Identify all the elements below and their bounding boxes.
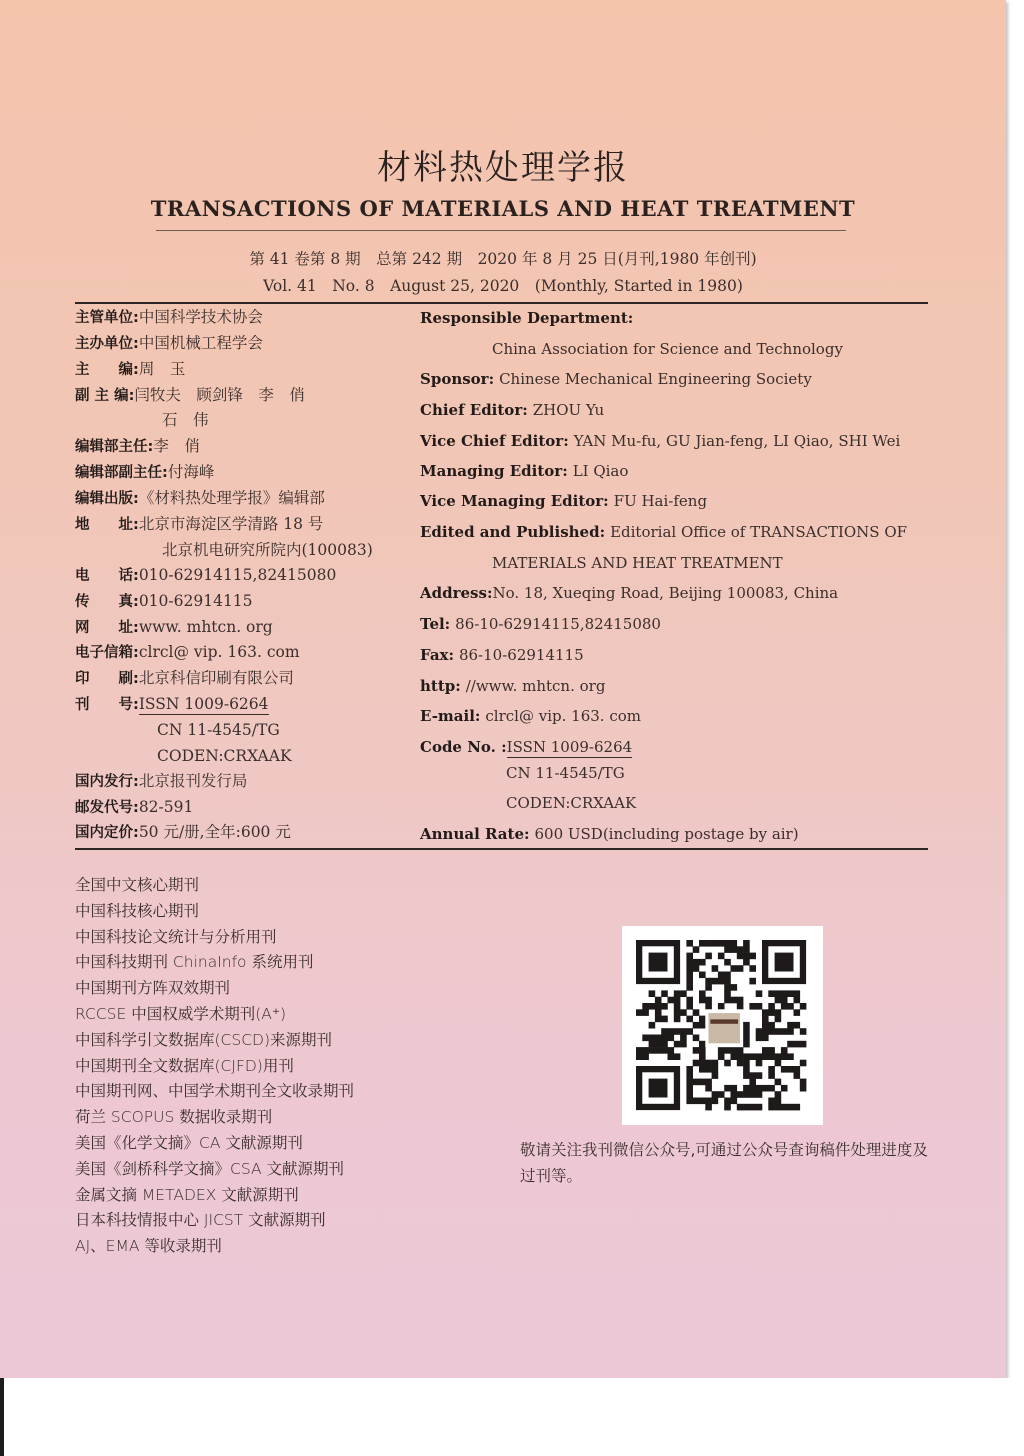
en-fax-value: 86-10-62914115 xyxy=(458,646,584,664)
printer-value: 北京科信印刷有限公司 xyxy=(138,669,294,687)
email-label: 电子信箱: xyxy=(75,645,139,661)
sponsor-label: 主办单位: xyxy=(75,336,139,352)
indexing-item: 中国期刊网、中国学术期刊全文收录期刊 xyxy=(75,1082,355,1101)
en-vice-chief-row xyxy=(420,431,900,451)
vice-director-value: 付海峰 xyxy=(167,463,215,481)
chief-editor-row xyxy=(75,359,185,380)
en-edited-label: Edited and Published: xyxy=(420,523,606,541)
en-vice-managing-row xyxy=(420,491,707,511)
distribution-row xyxy=(75,771,247,792)
en-address-label: Address: xyxy=(420,584,493,602)
en-vice-chief-label: Vice Chief Editor: xyxy=(420,432,569,450)
coden-value: CODEN:CRXAAK xyxy=(157,747,292,765)
indexing-item: 金属文摘 METADEX 文献源期刊 xyxy=(75,1185,299,1204)
vice-director-row xyxy=(75,462,214,483)
en-managing-label: Managing Editor: xyxy=(420,462,568,480)
chief-editor-label: 主 编: xyxy=(75,362,139,378)
supervisor-label: 主管单位: xyxy=(75,310,139,326)
en-vice-chief-value: YAN Mu-fu, GU Jian-feng, LI Qiao, SHI Wei xyxy=(573,432,901,450)
en-tel-row xyxy=(420,614,661,634)
masthead-top-rule xyxy=(75,302,928,304)
en-address-value: No. 18, Xueqing Road, Beijing 100083, China xyxy=(492,584,839,602)
price-row xyxy=(75,822,291,843)
scan-edge xyxy=(0,1378,4,1456)
distribution-value: 北京报刊发行局 xyxy=(138,772,248,790)
en-coden-row xyxy=(506,793,636,813)
distribution-label: 国内发行: xyxy=(75,774,139,790)
indexing-item: 中国期刊全文数据库(CJFD)用刊 xyxy=(75,1056,294,1075)
indexing-item: 荷兰 SCOPUS 数据收录期刊 xyxy=(75,1108,273,1127)
qr-code-graphic xyxy=(622,926,823,1125)
en-cn-row xyxy=(506,763,625,783)
journal-title-chinese: 材料热处理学报 xyxy=(377,148,629,188)
cn-row xyxy=(157,720,280,740)
postal-code-row xyxy=(75,797,193,818)
en-vice-managing-label: Vice Managing Editor: xyxy=(420,492,609,510)
en-chief-label: Chief Editor: xyxy=(420,401,528,419)
en-fax-row xyxy=(420,645,584,665)
indexing-item: 全国中文核心期刊 xyxy=(75,876,200,894)
en-sponsor-label: Sponsor: xyxy=(420,370,495,388)
en-cn-value: CN 11-4545/TG xyxy=(506,764,625,782)
en-managing-value: LI Qiao xyxy=(572,462,629,480)
vice-chief-value: 闫牧夫 顾剑锋 李 俏 xyxy=(134,386,305,404)
vice-director-label: 编辑部副主任: xyxy=(75,465,168,481)
email-value: clrcl@ vip. 163. com xyxy=(138,643,300,661)
vice-chief-row xyxy=(75,385,305,406)
address-value-2: 北京机电研究所院内(100083) xyxy=(162,541,373,559)
printer-label: 印 刷: xyxy=(75,671,139,687)
masthead-bottom-rule xyxy=(75,848,928,850)
fax-row xyxy=(75,591,253,612)
journal-title-english: TRANSACTIONS OF MATERIALS AND HEAT TREATMENT xyxy=(150,196,856,221)
wechat-qr-code-icon xyxy=(622,926,823,1125)
issn-row xyxy=(75,694,269,715)
indexing-item: 中国科技核心期刊 xyxy=(75,901,200,920)
tel-row xyxy=(75,565,336,586)
web-row xyxy=(75,617,273,638)
chief-editor-value: 周 玉 xyxy=(138,360,186,378)
vice-chief-label: 副 主 编: xyxy=(75,388,135,404)
en-coden-value: CODEN:CRXAAK xyxy=(506,794,637,812)
printer-row xyxy=(75,668,294,689)
publisher-value: 《材料热处理学报》编辑部 xyxy=(138,489,325,507)
en-http-label: http: xyxy=(420,677,461,695)
sponsor-value: 中国机械工程学会 xyxy=(138,334,263,352)
cn-value: CN 11-4545/TG xyxy=(157,721,280,739)
en-rate-label: Annual Rate: xyxy=(420,825,530,843)
postal-code-label: 邮发代号: xyxy=(75,800,139,816)
en-vice-managing-value: FU Hai-feng xyxy=(613,492,708,510)
address-value: 北京市海淀区学清路 18 号 xyxy=(138,515,324,533)
en-http-row xyxy=(420,676,605,696)
coden-row xyxy=(157,746,292,766)
title-divider xyxy=(156,230,846,231)
price-value: 50 元/册,全年:600 元 xyxy=(138,823,291,841)
en-rate-value: 600 USD(including postage by air) xyxy=(534,825,799,843)
web-value: www. mhtcn. org xyxy=(138,618,273,636)
indexing-item: AJ、EMA 等收录期刊 xyxy=(75,1237,222,1256)
en-edited-value-2: MATERIALS AND HEAT TREATMENT xyxy=(492,554,783,572)
postal-code-value: 82-591 xyxy=(138,798,194,816)
tel-value: 010-62914115,82415080 xyxy=(138,566,337,584)
resp-dept-label: Responsible Department: xyxy=(420,309,634,327)
indexing-item: 日本科技情报中心 JICST 文献源期刊 xyxy=(75,1211,326,1230)
en-edited-row xyxy=(420,522,907,542)
publisher-row xyxy=(75,488,325,509)
en-tel-label: Tel: xyxy=(420,615,451,633)
indexing-item: RCCSE 中国权威学术期刊(A⁺) xyxy=(75,1005,287,1023)
issue-info-english: Vol. 41 No. 8 August 25, 2020 (Monthly, Started in 1980) xyxy=(263,277,743,295)
sponsor-row xyxy=(75,333,263,354)
fax-value: 010-62914115 xyxy=(138,592,253,610)
address-row xyxy=(75,514,323,535)
en-edited-value: Editorial Office of TRANSACTIONS OF xyxy=(610,523,908,541)
en-chief-value: ZHOU Yu xyxy=(532,401,605,419)
price-label: 国内定价: xyxy=(75,825,139,841)
director-value: 李 俏 xyxy=(153,437,200,455)
resp-dept-value-row xyxy=(492,339,843,359)
scan-margin xyxy=(0,1378,1024,1456)
director-row xyxy=(75,436,200,457)
indexing-item: 美国《剑桥科学文摘》CSA 文献源期刊 xyxy=(75,1159,344,1178)
indexing-item: 美国《化学文摘》CA 文献源期刊 xyxy=(75,1134,303,1152)
en-tel-value: 86-10-62914115,82415080 xyxy=(455,615,661,633)
en-sponsor-value: Chinese Mechanical Engineering Society xyxy=(499,370,812,388)
en-code-label: Code No. : xyxy=(420,738,507,756)
en-fax-label: Fax: xyxy=(420,646,455,664)
en-issn-value: ISSN 1009-6264 xyxy=(506,738,633,756)
address-label: 地 址: xyxy=(75,517,139,533)
supervisor-row xyxy=(75,307,263,328)
en-address-row xyxy=(420,583,838,603)
en-sponsor-row xyxy=(420,369,812,389)
en-edited-row-2 xyxy=(492,553,783,573)
indexing-item: 中国期刊方阵双效期刊 xyxy=(75,979,231,998)
issn-label: 刊 号: xyxy=(75,697,139,713)
resp-dept-value: China Association for Science and Technology xyxy=(492,340,843,358)
en-chief-row xyxy=(420,400,604,420)
web-label: 网 址: xyxy=(75,620,139,636)
vice-chief-value-2: 石 伟 xyxy=(162,411,209,429)
issue-info-chinese: 第 41 卷第 8 期 总第 242 期 2020 年 8 月 25 日(月刊,1980 年创刊) xyxy=(249,250,757,268)
address-row-2 xyxy=(162,540,373,560)
indexing-item: 中国科技期刊 ChinaInfo 系统用刊 xyxy=(75,953,314,972)
en-rate-row xyxy=(420,824,799,844)
resp-dept-row xyxy=(420,308,633,328)
en-http-value: //www. mhtcn. org xyxy=(465,677,606,695)
tel-label: 电 话: xyxy=(75,568,139,584)
fax-label: 传 真: xyxy=(75,594,139,610)
director-label: 编辑部主任: xyxy=(75,439,154,455)
vice-chief-row-2 xyxy=(162,410,209,430)
indexing-item: 中国科技论文统计与分析用刊 xyxy=(75,927,277,946)
qr-code-caption: 敬请关注我刊微信公众号,可通过公众号查询稿件处理进度及过刊等。 xyxy=(520,1141,928,1185)
indexing-item: 中国科学引文数据库(CSCD)来源期刊 xyxy=(75,1030,333,1049)
en-email-label: E-mail: xyxy=(420,707,481,725)
email-row xyxy=(75,642,300,663)
issn-value: ISSN 1009-6264 xyxy=(138,695,269,713)
en-managing-row xyxy=(420,461,628,481)
supervisor-value: 中国科学技术协会 xyxy=(138,308,263,326)
en-email-row xyxy=(420,706,641,726)
publisher-label: 编辑出版: xyxy=(75,491,139,507)
en-code-row xyxy=(420,737,632,757)
en-email-value: clrcl@ vip. 163. com xyxy=(485,707,641,725)
